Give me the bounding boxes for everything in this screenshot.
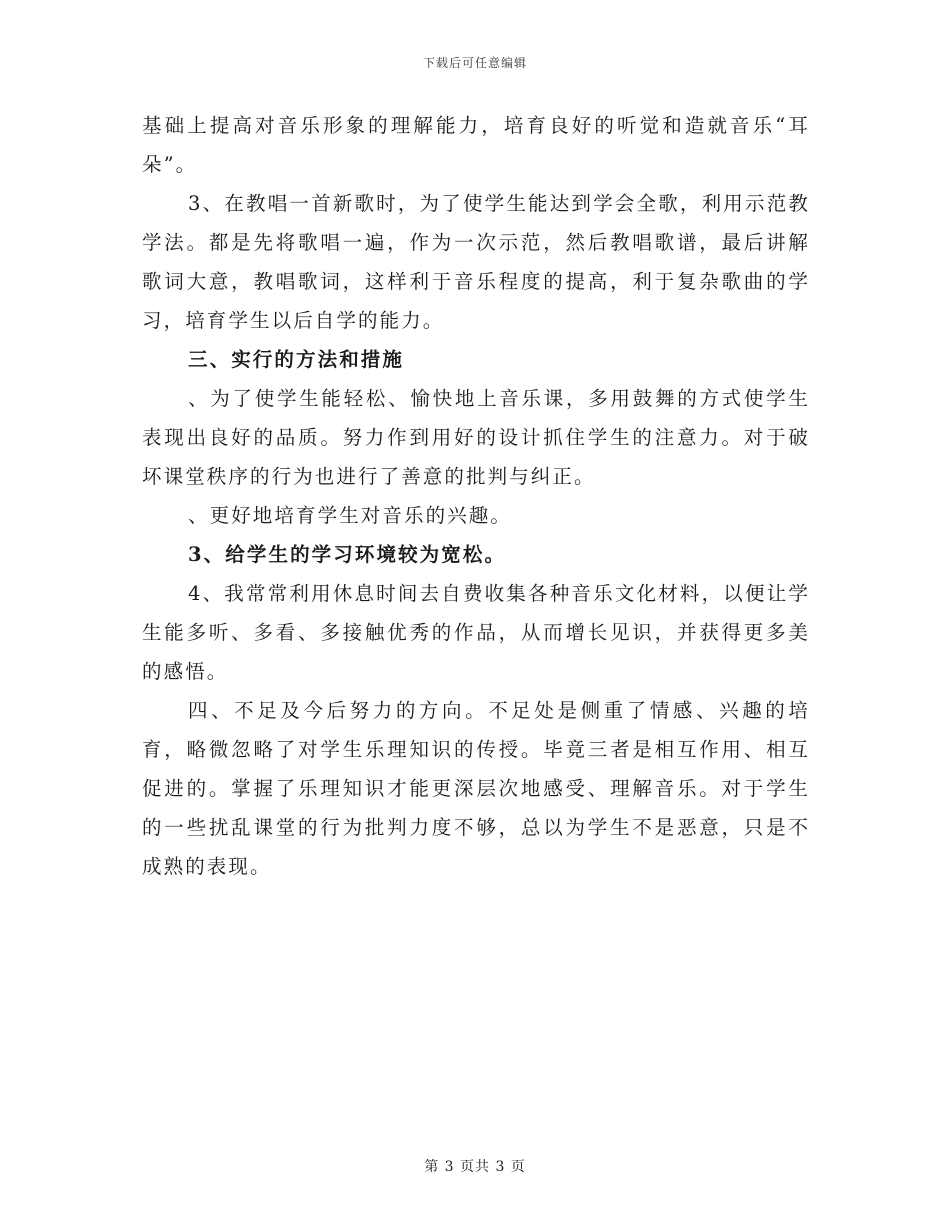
document-body — [142, 106, 810, 886]
header-note: 下载后可任意编辑 — [422, 56, 527, 70]
paragraph-3: 、为了使学生能轻松、愉快地上音乐课，多用鼓舞的方式使学生表现出良好的品质。努力作到用好的设计抓住学生的注意力。对于破坏课堂秩序的行为也进行了善意的批判与纠正。 — [142, 387, 810, 488]
page-number: 第 3 页共 3 页 — [424, 1159, 526, 1175]
paragraph-1: 基础上提高对音乐形象的理解能力，培育良好的听觉和造就音乐“耳朵”。 — [142, 114, 810, 176]
paragraph-5-bold: 3、给学生的学习环境较为宽松。 — [188, 543, 507, 566]
paragraph-2: 3、在教唱一首新歌时，为了使学生能达到学会全歌，利用示范教学法。都是先将歌唱一遍，作为一次示范，然后教唱歌谱，最后讲解歌词大意，教唱歌词，这样利于音乐程度的提高，利于复杂歌曲的学习，培育学生以后自学的能力。 — [142, 192, 810, 332]
paragraph-6: 4、我常常利用休息时间去自费收集各种音乐文化材料，以便让学生能多听、多看、多接触优秀的作品，从而增长见识，并获得更多美的感悟。 — [142, 582, 810, 683]
section-heading-methods: 三、实行的方法和措施 — [188, 348, 405, 371]
paragraph-4: 、更好地培育学生对音乐的兴趣。 — [188, 504, 513, 527]
paragraph-7: 四、不足及今后努力的方向。不足处是侧重了情感、兴趣的培育，略微忽略了对学生乐理知识的传授。毕竟三者是相互作用、相互促进的。掌握了乐理知识才能更深层次地感受、理解音乐。对于学生的一些扰乱课堂的行为批判力度不够，总以为学生不是恶意，只是不成熟的表现。 — [142, 699, 810, 878]
